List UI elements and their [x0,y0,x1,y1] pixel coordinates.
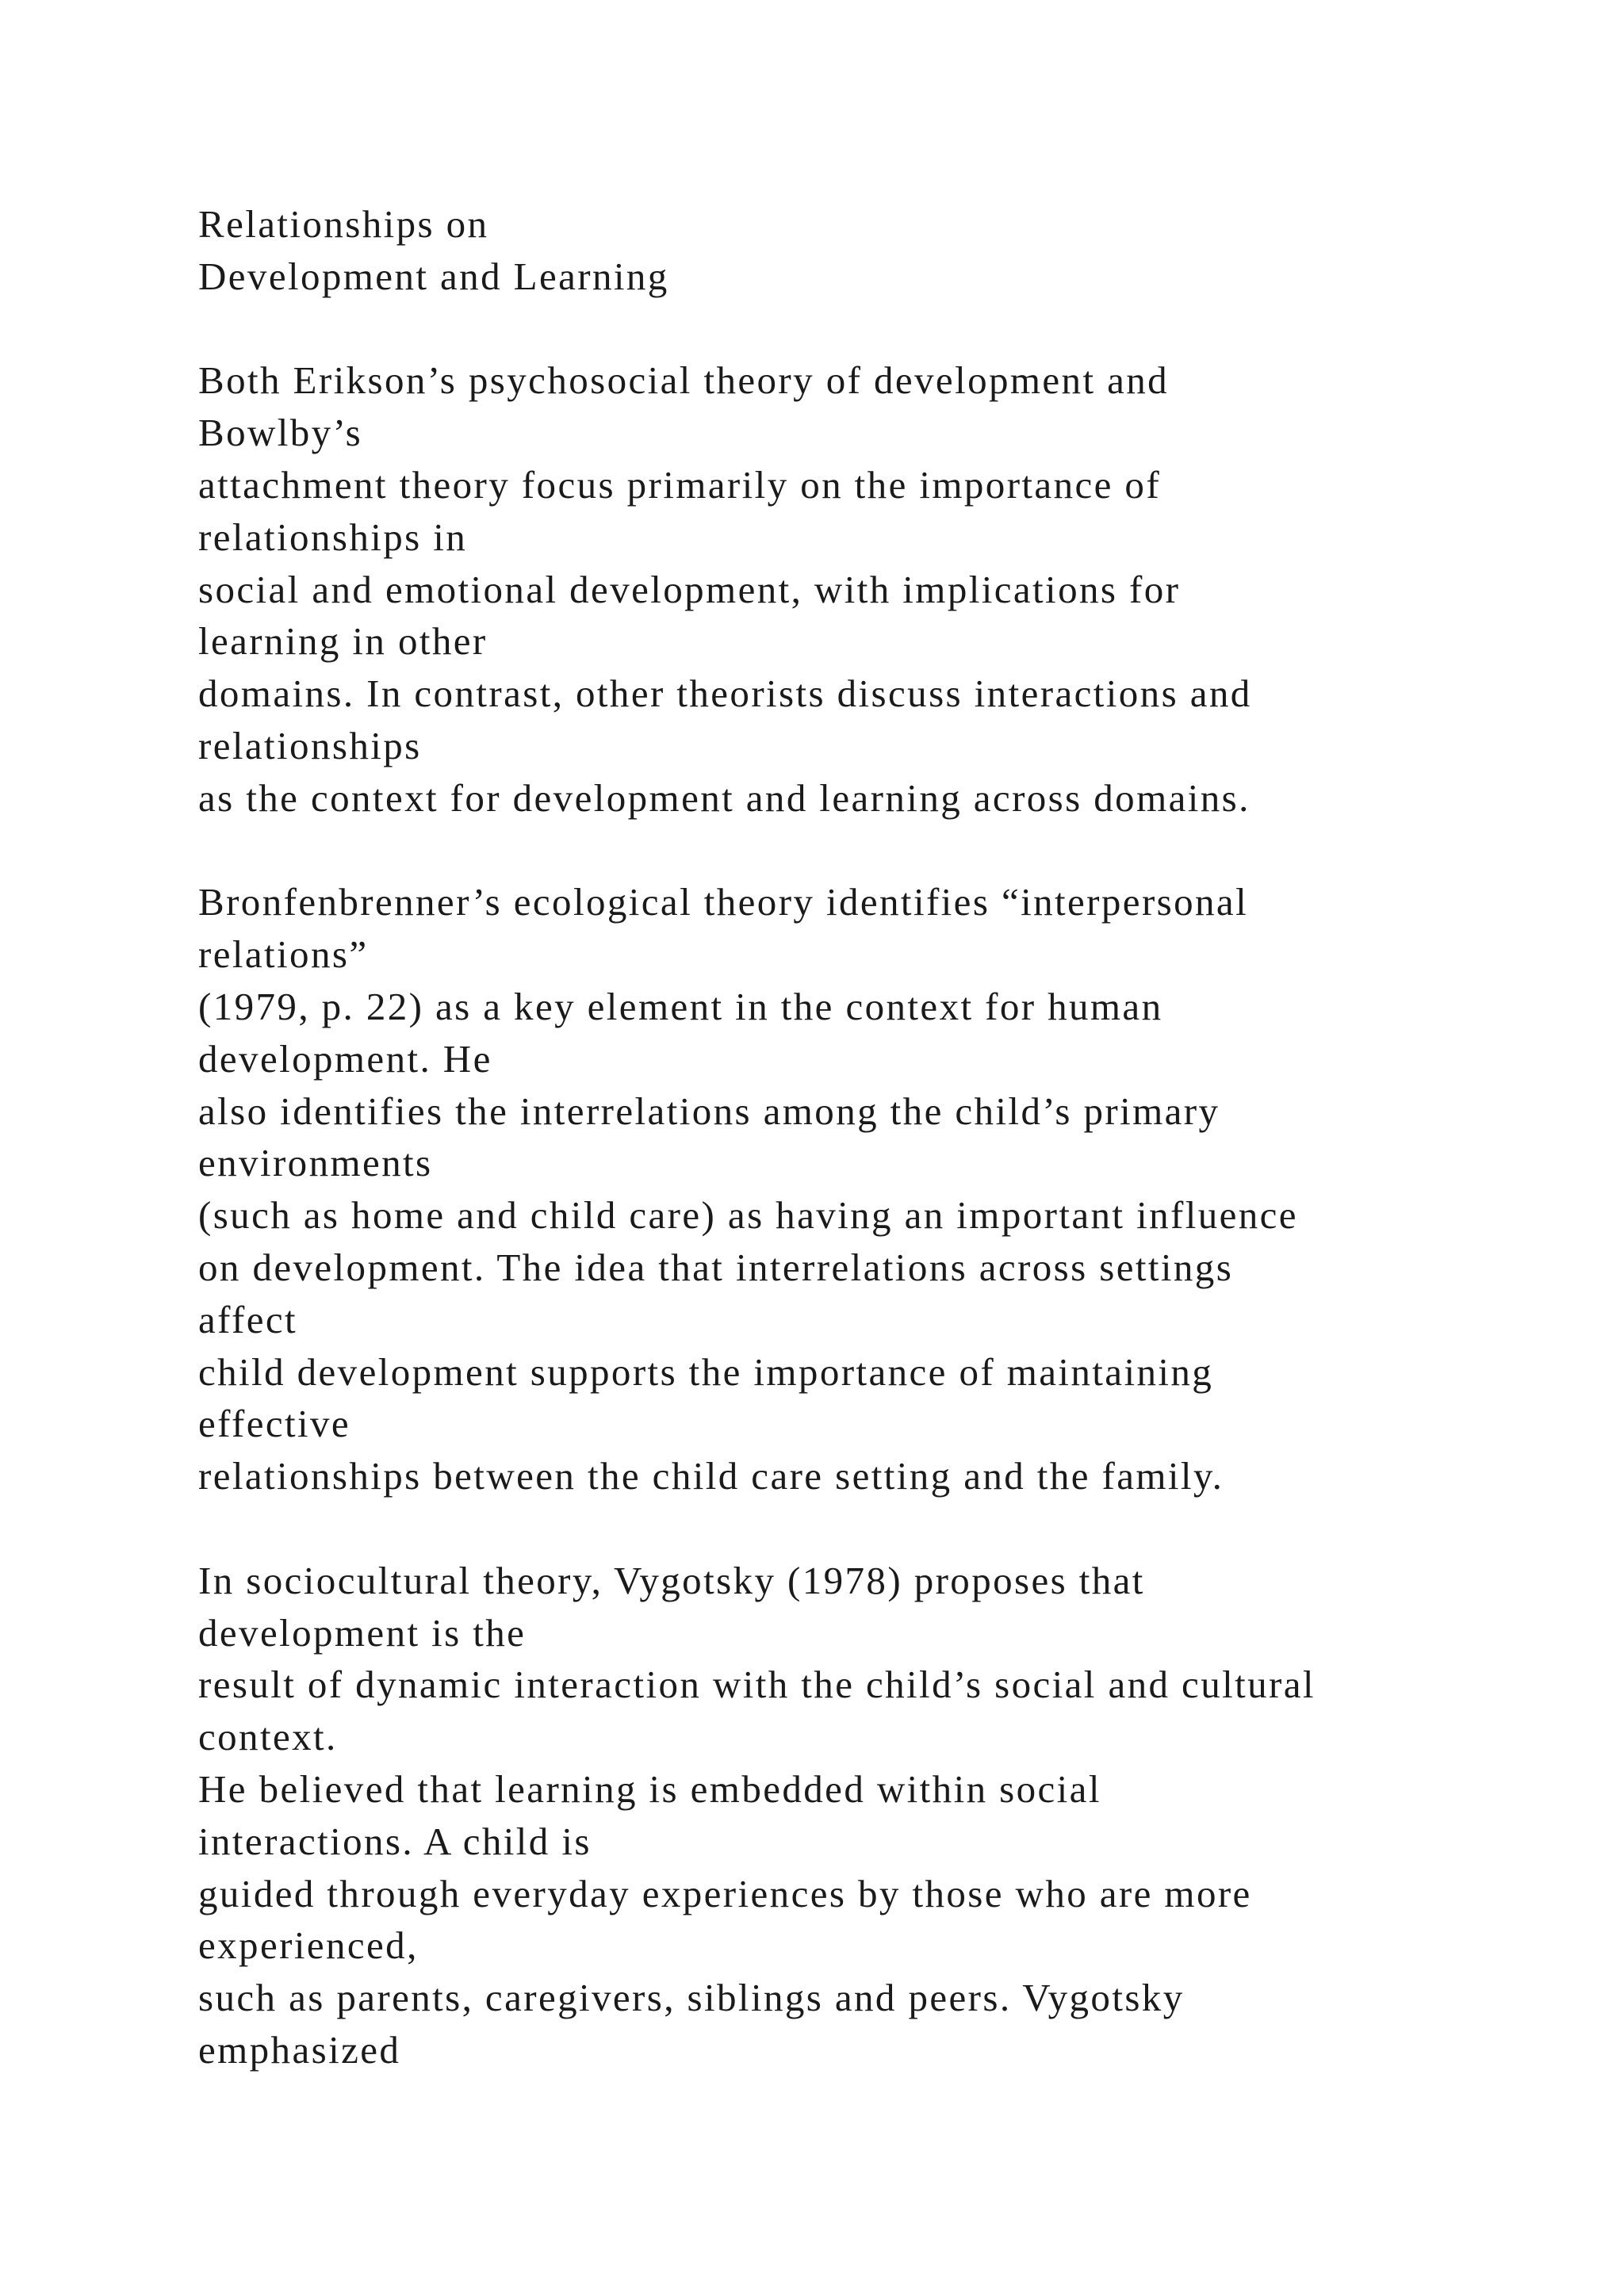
document-text [198,198,1594,2076]
text-line: affect [198,1297,298,1341]
text-line: social and emotional development, with implications for [198,567,1181,611]
text-line: (1979, p. 22) as a key element in the context for human [198,984,1163,1028]
text-line: guided through everyday experiences by those who are more [198,1871,1252,1915]
text-line: attachment theory focus primarily on the importance of [198,462,1162,507]
text-line: domains. In contrast, other theorists discuss interactions and [198,672,1252,716]
title-line: Development and Learning [198,254,669,298]
text-line: He believed that learning is embedded within social [198,1766,1101,1811]
text-line: context. [198,1715,338,1759]
text-line: effective [198,1402,351,1446]
text-line: interactions. A child is [198,1819,592,1863]
paragraph-spacer [198,1502,1594,1555]
text-line: experienced, [198,1923,419,1968]
paragraph-vygotsky [198,1555,1594,2076]
text-line: as the context for development and learning across domains. [198,775,1251,820]
text-line: Bronfenbrenner’s ecological theory identifies “interpersonal [198,880,1249,924]
title-line: Relationships on [198,202,489,246]
text-line: Bowlby’s [198,411,363,455]
text-line: emphasized [198,2027,401,2072]
text-line: such as parents, caregivers, siblings and peers. Vygotsky [198,1976,1185,2020]
text-line: environments [198,1141,433,1185]
paragraph-erikson-bowlby [198,354,1594,824]
text-line: (such as home and child care) as having an important influence [198,1193,1298,1238]
text-line: relationships in [198,515,468,559]
text-line: on development. The idea that interrelations across settings [198,1245,1234,1289]
text-line: development is the [198,1610,527,1655]
paragraph-spacer [198,303,1594,355]
text-line: In sociocultural theory, Vygotsky (1978) proposes that [198,1558,1145,1602]
document-title [198,198,1594,303]
text-line: relationships between the child care setting and the family. [198,1454,1224,1498]
text-line: Both Erikson’s psychosocial theory of development and [198,358,1170,403]
text-line: relationships [198,723,422,767]
text-line: also identifies the interrelations among the child’s primary [198,1089,1220,1133]
paragraph-spacer [198,825,1594,877]
text-line: child development supports the importance of maintaining [198,1349,1214,1394]
text-line: learning in other [198,619,488,664]
text-line: result of dynamic interaction with the child’s social and cultural [198,1663,1316,1707]
paragraph-bronfenbrenner [198,876,1594,1502]
text-line: relations” [198,932,369,977]
text-line: development. He [198,1036,492,1081]
